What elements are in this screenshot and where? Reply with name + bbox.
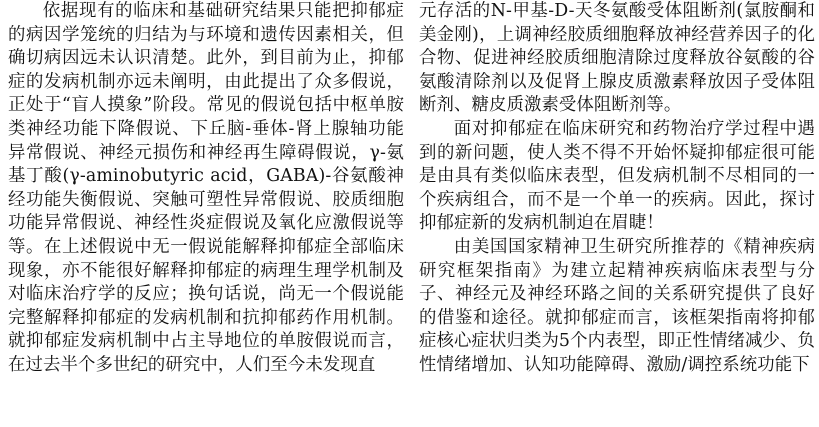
right-paragraph-3: 由美国国家精神卫生研究所推荐的《精神疾病研究框架指南》为建立起精神疾病临床表型与分子、神经元及神经环路之间的关系研究提供了良好的借鉴和途径。就抑郁症而言，该框架指南将抑郁症核心症状归类为5个内表型，即正性情绪减少、负性情绪增加、认知功能障碍、激励/调控系统功能下 bbox=[419, 236, 815, 375]
left-paragraph-1: 依据现有的临床和基础研究结果只能把抑郁症的病因学笼统的归结为与环境和遗传因素相关，但确切病因远未认识清楚。此外，到目前为止，抑郁症的发病机制亦远未阐明，由此提出了众多假说，正处于“盲人摸象”阶段。常见的假说包括中枢单胺类神经功能下降假说、下丘脑-垂体-肾上腺轴功能异常假说、神经元损伤和神经再生障碍假说，γ-氨基丁酸(γ-aminobutyric acid，GABA)-谷氨酸神经功能失衡假说、突触可塑性异常假说、胶质细胞功能异常假说、神经性炎症假说及氧化应激假说等等。在上述假说中无一假说能解释抑郁症全部临床现象，亦不能很好解释抑郁症的病理生理学机制及对临床治疗学的反应；换句话说，尚无一个假说能完整解释抑郁症的发病机制和抗抑郁药作用机制。就抑郁症发病机制中占主导地位的单胺假说而言，在过去半个多世纪的研究中，人们至今未发现直 bbox=[8, 1, 404, 375]
right-paragraph-1: 元存活的N-甲基-D-天冬氨酸受体阻断剂(氯胺酮和美金刚)，上调神经胶质细胞释放神经营养因子的化合物、促进神经胶质细胞清除过度释放谷氨酸的谷氨酸清除剂以及促肾上腺皮质激素释放因子受体阻断剂、糖皮质激素受体阻断剂等。 bbox=[419, 1, 815, 116]
right-paragraph-2: 面对抑郁症在临床研究和药物治疗学过程中遇到的新问题，使人类不得不开始怀疑抑郁症很可能是由具有类似临床表型，但发病机制不尽相同的一个疾病组合，而不是一个单一的疾病。因此，探讨抑郁症新的发病机制迫在眉睫！ bbox=[419, 118, 815, 234]
right-column bbox=[419, 0, 815, 378]
left-column bbox=[8, 0, 404, 378]
